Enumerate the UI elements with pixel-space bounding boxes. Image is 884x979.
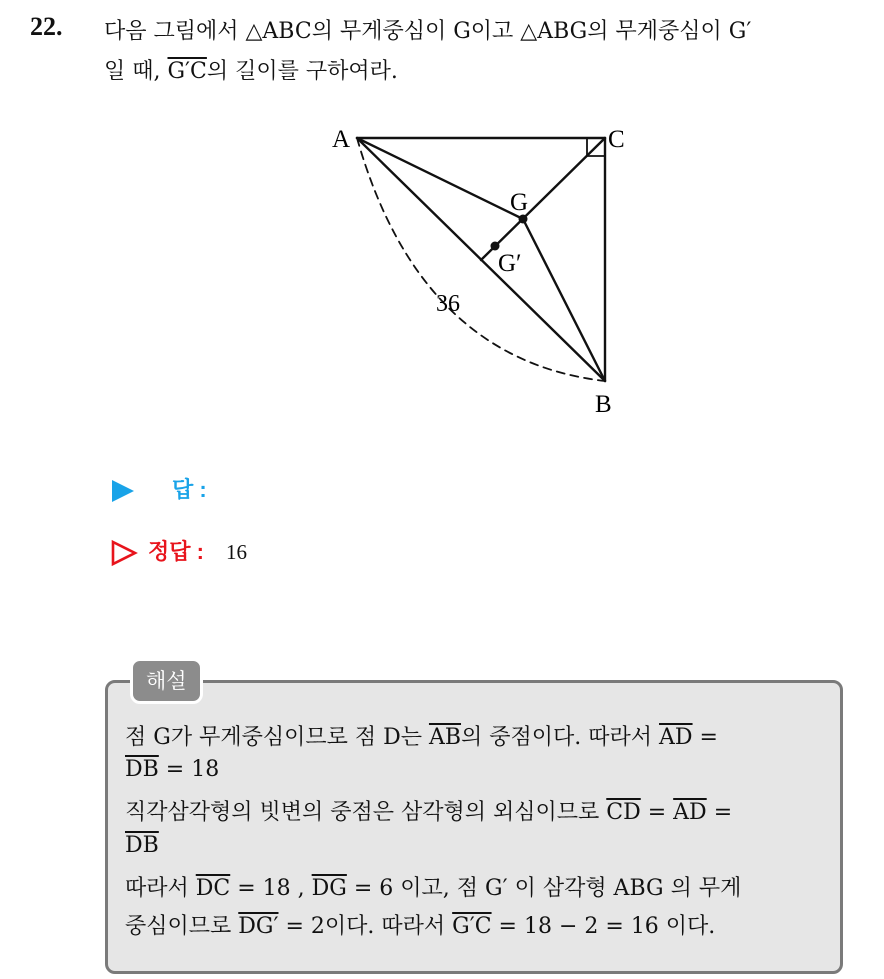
segment-dg-prime: DG′ xyxy=(238,914,279,939)
correct-answer-row xyxy=(110,535,247,567)
explanation-tab: 해설 xyxy=(130,658,203,704)
expl-text: 직각삼각형의 빗변의 중점은 삼각형의 외심이므로 xyxy=(125,800,607,825)
question-text-line2 xyxy=(104,54,398,85)
question-text-pre: 일 때, xyxy=(104,59,168,84)
expl-text: = xyxy=(706,800,733,825)
segment-db: $\overline{DB}$ xyxy=(125,833,159,858)
question-text-post: 의 길이를 구하여라. xyxy=(206,59,398,84)
label-b: B xyxy=(595,391,612,418)
expl-text: 의 중점이다. 따라서 xyxy=(461,725,660,750)
segment-dg: $\overline{DG}$ xyxy=(311,876,347,901)
expl-text: 점 G가 무게중심이므로 점 D는 xyxy=(125,725,429,750)
play-solid-icon xyxy=(110,478,136,504)
segment-cd: $\overline{CD}$ xyxy=(606,800,641,825)
explanation-line-2 xyxy=(125,757,219,782)
explanation-line-4 xyxy=(125,833,159,858)
label-g-prime: G′ xyxy=(498,250,522,277)
expl-text: 따라서 xyxy=(125,876,196,901)
expl-text: = xyxy=(692,725,718,750)
segment-db: $\overline{DB}$ xyxy=(125,757,159,782)
explanation-line-5 xyxy=(125,871,741,902)
expl-text: = 6 이고, 점 G′ 이 삼각형 ABG 의 무게 xyxy=(346,876,742,901)
segment-gprime-c: G′C xyxy=(167,59,207,84)
expl-text: = 2이다. 따라서 xyxy=(278,914,453,939)
triangle-figure xyxy=(320,115,640,425)
segment-ab: $\overline{AB}$ xyxy=(428,725,462,750)
label-a: A xyxy=(332,126,351,153)
question-number: 22. xyxy=(30,12,63,41)
segment-gprime-c: G′C xyxy=(452,914,492,939)
expl-text: 중심이므로 xyxy=(125,914,239,939)
answer-label: 답 : xyxy=(172,477,207,502)
explanation-line-6 xyxy=(125,909,715,940)
label-length-36: 36 xyxy=(436,291,460,317)
label-g: G xyxy=(510,189,529,216)
segment-dc: $\overline{DC}$ xyxy=(195,876,231,901)
expl-text: = 18 , xyxy=(230,876,312,901)
segment-ad: $\overline{AD}$ xyxy=(673,800,707,825)
play-outline-icon xyxy=(110,539,138,567)
expl-text: = xyxy=(640,800,674,825)
label-c: C xyxy=(608,126,625,153)
answer-row xyxy=(110,473,207,504)
explanation-line-1 xyxy=(125,720,718,751)
expl-text: = 18 − 2 = 16 이다. xyxy=(491,914,716,939)
question-text-line1: 다음 그림에서 △ABC의 무게중심이 G이고 △ABG의 무게중심이 G′ xyxy=(104,19,752,44)
correct-answer-label: 정답 : xyxy=(148,539,204,564)
expl-text: = 18 xyxy=(158,757,220,782)
segment-ad: $\overline{AD}$ xyxy=(659,725,693,750)
segment-gb xyxy=(523,219,605,381)
correct-answer-value: 16 xyxy=(225,540,247,564)
explanation-line-3 xyxy=(125,795,732,826)
